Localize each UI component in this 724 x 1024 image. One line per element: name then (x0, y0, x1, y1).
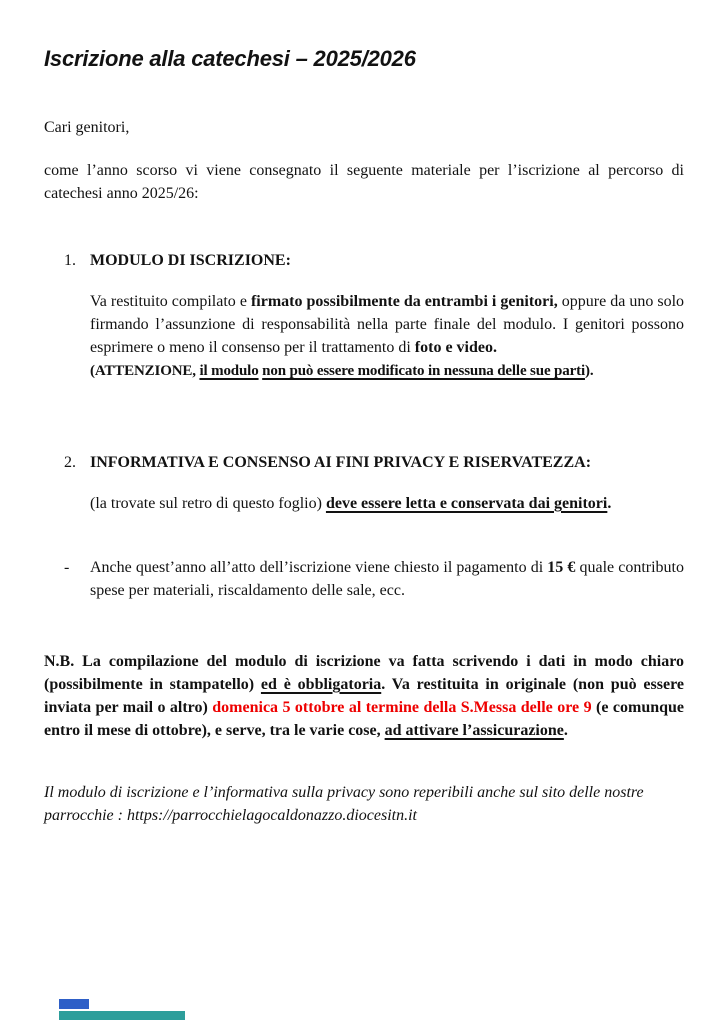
dash-marker: - (64, 559, 70, 576)
nb-text: (e comunque entro il mese di ottobre), e serve, tra le varie cose, (44, 699, 685, 739)
list-item-1-number: 1. (64, 252, 76, 269)
attention-line (90, 363, 593, 379)
red-highlight-text: domenica 5 ottobre al termine della S.Messa delle ore 9 (212, 699, 592, 716)
salutation: Cari genitori, (44, 119, 130, 136)
list-item-2 (44, 451, 684, 515)
body-text: Va restituito compilato e (90, 293, 251, 310)
body-text: oppure da uno solo firmando l’assunzione di responsabilità nella parte finale del modulo. I genitori possono esprimere o meno il consenso per il trattamento di (90, 293, 685, 356)
list-item-2-number: 2. (64, 454, 76, 471)
list-item-1-body (90, 290, 684, 383)
footer-logo-marks (59, 999, 185, 1020)
bold-text: 15 € (547, 559, 576, 576)
nb-text: . (563, 722, 568, 739)
dash-item (44, 556, 684, 602)
bold-text: firmato possibilmente da entrambi i genitori, (250, 293, 558, 310)
nb-text: . Va restituita in originale (non può essere inviata per mail o altro) (44, 676, 684, 716)
underlined-text: il modulo (199, 363, 259, 379)
dash-item-body (90, 556, 684, 602)
nb-text: N.B. La compilazione del modulo di iscrizione va fatta scrivendo i dati in modo chiaro (possibilmente in stampatello) (44, 653, 684, 693)
bold-text: foto e video. (414, 339, 497, 356)
footer-bar-teal (59, 1011, 185, 1020)
list-item-2-heading: INFORMATIVA E CONSENSO AI FINI PRIVACY E RISERVATEZZA: (90, 454, 592, 471)
bold-underlined-text: deve essere letta e conservata dai genitori (325, 495, 608, 512)
footer-bar-blue (59, 999, 89, 1009)
intro-paragraph: come l’anno scorso vi viene consegnato il seguente materiale per l’iscrizione al percorso di catechesi anno 2025/26: (44, 162, 684, 202)
bold-text: . (607, 495, 612, 512)
page-title: Iscrizione alla catechesi – 2025/2026 (44, 46, 416, 71)
list-item-2-body (90, 492, 684, 515)
body-text: quale contributo spese per materiali, riscaldamento delle sale, ecc. (90, 559, 684, 599)
body-text: (la trovate sul retro di questo foglio) (90, 495, 326, 512)
attention-prefix: (ATTENZIONE, (90, 363, 200, 379)
body-text: Anche quest’anno all’atto dell’iscrizione viene chiesto il pagamento di (90, 559, 548, 576)
underlined-text: ed è obbligatoria (260, 676, 382, 693)
footer-note: Il modulo di iscrizione e l’informativa sulla privacy sono reperibili anche sul sito delle nostre parrocchie : https://parrocchielagocaldonazzo.diocesitn.it (44, 784, 644, 824)
underlined-text: non può essere modificato in nessuna delle sue parti (262, 363, 585, 379)
nb-paragraph (44, 650, 684, 742)
list-item-1 (44, 249, 684, 383)
list-item-1-heading: MODULO DI ISCRIZIONE: (90, 252, 291, 269)
attention-suffix: ). (584, 363, 594, 379)
underlined-text: ad attivare l’assicurazione (384, 722, 564, 739)
